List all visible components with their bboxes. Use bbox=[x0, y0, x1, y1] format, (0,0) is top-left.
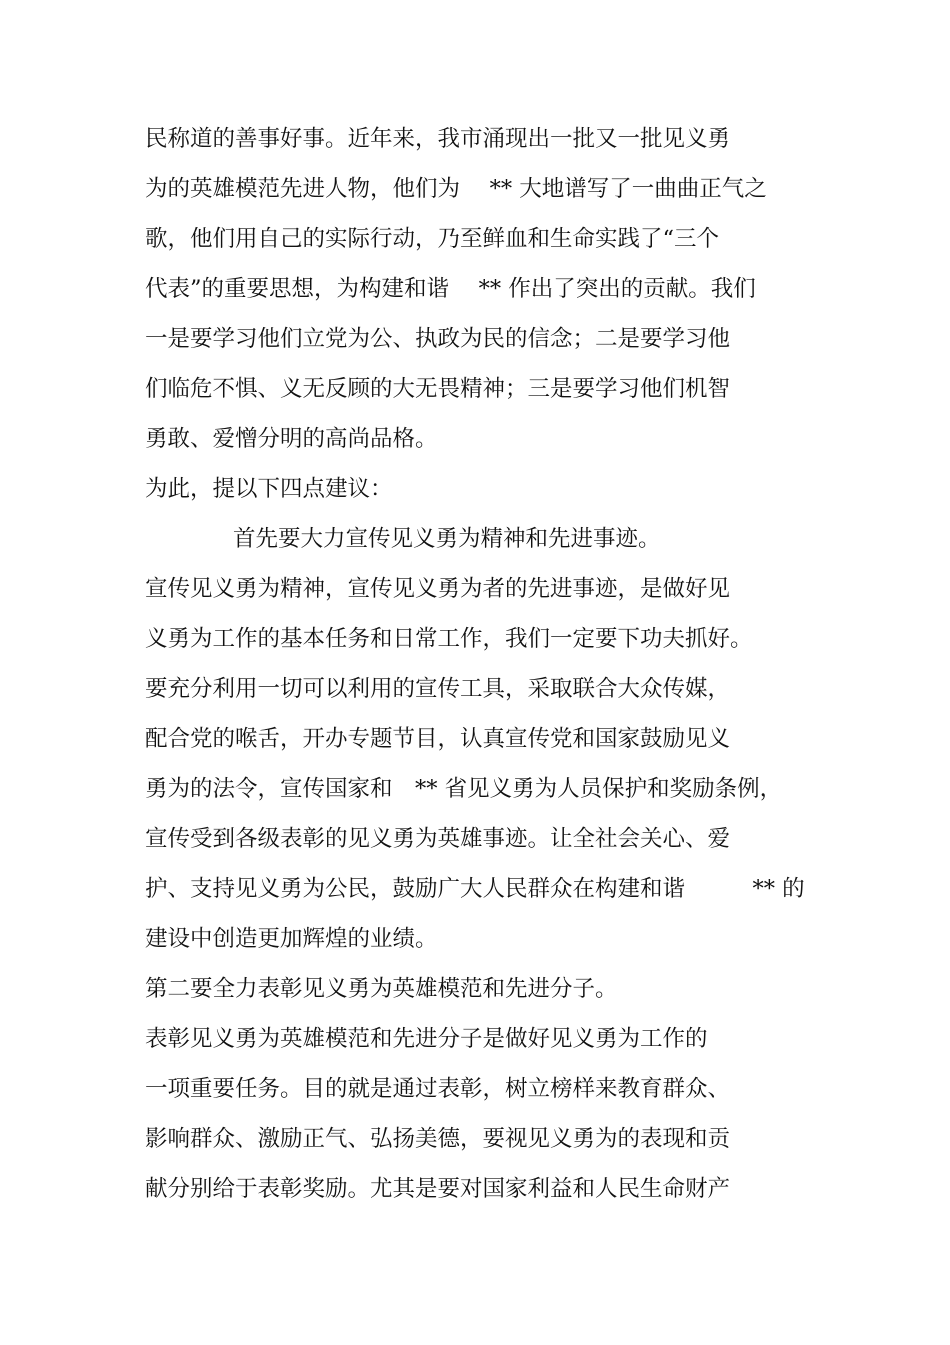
paragraph-line: 们临危不惧、义无反顾的大无畏精神；三是要学习他们机智 bbox=[145, 376, 731, 402]
paragraph-line: 配合党的喉舌，开办专题节目，认真宣传党和国家鼓励见义 bbox=[145, 726, 731, 752]
paragraph-line: 表彰见义勇为英雄模范和先进分子是做好见义勇为工作的 bbox=[145, 1026, 708, 1052]
paragraph-line: 勇敢、爱憎分明的高尚品格。 bbox=[145, 426, 438, 452]
paragraph-line: 宣传见义勇为精神，宣传见义勇为者的先进事迹，是做好见 bbox=[145, 576, 731, 602]
paragraph-line: 宣传受到各级表彰的见义勇为英雄事迹。让全社会关心、爱 bbox=[145, 826, 731, 852]
paragraph-line: 为此，提以下四点建议： bbox=[145, 476, 393, 502]
paragraph-line: 勇为的法令，宣传国家和 ** 省见义勇为人员保护和奖励条例， bbox=[145, 776, 783, 802]
section-heading: 第二要全力表彰见义勇为英雄模范和先进分子。 bbox=[145, 976, 618, 1002]
paragraph-line: 献分别给于表彰奖励。尤其是要对国家利益和人民生命财产 bbox=[145, 1176, 731, 1202]
section-heading: 首先要大力宣传见义勇为精神和先进事迹。 bbox=[233, 526, 661, 552]
paragraph-line: 要充分利用一切可以利用的宣传工具，采取联合大众传媒， bbox=[145, 676, 731, 702]
paragraph-line: 护、支持见义勇为公民，鼓励广大人民群众在构建和谐 ** 的 bbox=[145, 876, 805, 902]
paragraph-line: 义勇为工作的基本任务和日常工作，我们一定要下功夫抓好。 bbox=[145, 626, 753, 652]
paragraph-line: 一是要学习他们立党为公、执政为民的信念；二是要学习他 bbox=[145, 326, 731, 352]
paragraph-line: 代表”的重要思想，为构建和谐 ** 作出了突出的贡献。我们 bbox=[145, 276, 756, 302]
paragraph-line: 歌，他们用自己的实际行动，乃至鲜血和生命实践了“三个 bbox=[145, 226, 720, 252]
paragraph-line: 一项重要任务。目的就是通过表彰，树立榜样来教育群众、 bbox=[145, 1076, 731, 1102]
paragraph-line: 建设中创造更加辉煌的业绩。 bbox=[145, 926, 438, 952]
paragraph-line: 民称道的善事好事。近年来，我市涌现出一批又一批见义勇 bbox=[145, 126, 731, 152]
paragraph-line: 为的英雄模范先进人物，他们为 ** 大地谱写了一曲曲正气之 bbox=[145, 176, 767, 202]
paragraph-line: 影响群众、激励正气、弘扬美德，要视见义勇为的表现和贡 bbox=[145, 1126, 731, 1152]
